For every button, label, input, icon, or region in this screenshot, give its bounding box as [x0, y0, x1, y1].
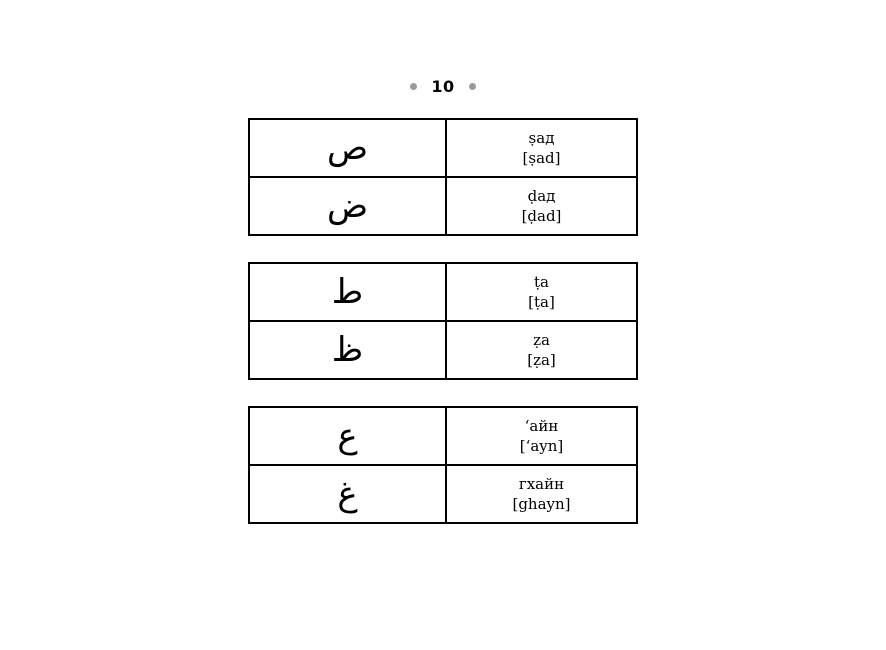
- page-number-text: 10: [431, 76, 455, 96]
- cyrillic-name: гхайн: [518, 475, 565, 493]
- arabic-letter: ط: [331, 272, 364, 312]
- table-row: [249, 465, 637, 523]
- letter-table-3: [248, 406, 638, 524]
- transliteration-cell: [446, 407, 637, 465]
- latin-transliteration: [ṣad]: [522, 149, 561, 167]
- cyrillic-name: ʻайн: [524, 417, 559, 435]
- latin-transliteration: [ḍad]: [521, 207, 562, 225]
- latin-transliteration: [ʻayn]: [519, 437, 564, 455]
- table-row: [249, 177, 637, 235]
- transliteration-cell: [446, 119, 637, 177]
- page-number: [0, 74, 886, 98]
- letter-table-2: [248, 262, 638, 380]
- arabic-letter: ص: [326, 128, 369, 168]
- cyrillic-name: ḍад: [527, 187, 556, 205]
- dot-right-icon: [469, 83, 476, 90]
- latin-transliteration: [ghayn]: [512, 495, 571, 513]
- arabic-letter: غ: [337, 474, 358, 514]
- dot-left-icon: [410, 83, 417, 90]
- table-row: [249, 263, 637, 321]
- latin-transliteration: [ṭa]: [528, 293, 555, 311]
- arabic-letter-cell: [249, 263, 446, 321]
- transliteration-cell: [446, 263, 637, 321]
- arabic-letter-cell: [249, 119, 446, 177]
- arabic-letter-cell: [249, 177, 446, 235]
- table-row: [249, 119, 637, 177]
- arabic-letter-cell: [249, 321, 446, 379]
- letter-table-1: [248, 118, 638, 236]
- latin-transliteration: [ẓa]: [527, 351, 556, 369]
- transliteration-cell: [446, 321, 637, 379]
- cyrillic-name: ẓа: [533, 331, 550, 349]
- table-row: [249, 407, 637, 465]
- transliteration-cell: [446, 177, 637, 235]
- arabic-letter: ع: [337, 416, 358, 456]
- arabic-letter-cell: [249, 465, 446, 523]
- arabic-letter-cell: [249, 407, 446, 465]
- transliteration-cell: [446, 465, 637, 523]
- cyrillic-name: ṭа: [534, 273, 549, 291]
- cyrillic-name: ṣад: [528, 129, 555, 147]
- arabic-letter: ظ: [331, 330, 364, 370]
- table-row: [249, 321, 637, 379]
- arabic-letter: ض: [326, 186, 369, 226]
